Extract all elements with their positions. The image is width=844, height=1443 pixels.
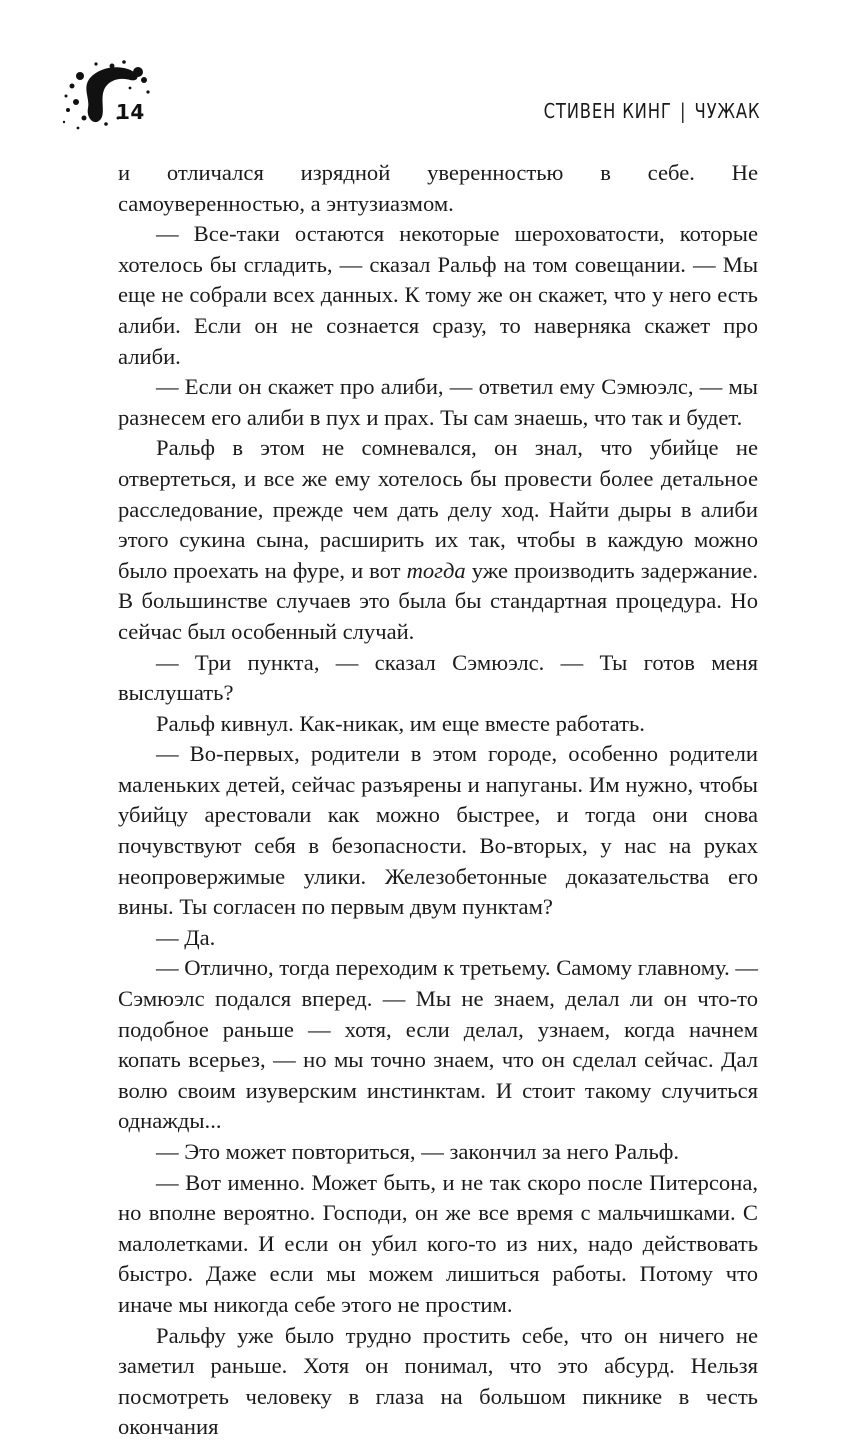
paragraph: и отличался изрядной уверенностью в себе. Не самоуверенностью, а энтузиазмом. <box>118 160 758 216</box>
paragraph: — Все-таки остаются некоторые шероховатости, которые хотелось бы сгладить, — сказал Ральф на том совещании. — Мы еще не собрали всех данных. К тому же он скажет, что у него есть алиби. Если он не сознается сразу, то наверняка скажет про алиби. <box>118 221 758 369</box>
page-header <box>60 58 760 138</box>
paragraph <box>118 433 758 647</box>
running-head <box>543 99 760 123</box>
running-head-separator: | <box>679 99 686 123</box>
paragraph: — Во-первых, родители в этом городе, особенно родители маленьких детей, сейчас разъярены и напуганы. Им нужно, чтобы убийцу арестовали как можно быстрее, и тогда они снова почувствуют себя в безопасности. Во-вторых, у нас на руках неопровержимые улики. Железобетонные доказательства его вины. Ты согласен по первым двум пунктам? <box>118 741 758 920</box>
paragraph: — Отлично, тогда переходим к третьему. Самому главному. — Сэмюэлс подался вперед. — Мы не знаем, делал ли он что-то подобное раньше — хотя, если делал, узнаем, когда начнем копать всерьез, — но мы точно знаем, что он сделал сейчас. Дал волю своим изуверским инстинктам. И стоит такому случиться однажды... <box>118 955 758 1134</box>
paragraph-text: Ральф в этом не сомневался, он знал, что убийце не отвертеться, и все же ему хотелось бы провести более детальное расследование, прежде чем дать делу ход. Найти дыры в алиби этого сукина сына, расширить их так, чтобы в каждую можно было проехать на фуре, и вот <box>118 435 758 583</box>
italic-emphasis: тогда <box>406 557 466 583</box>
paragraph: — Вот именно. Может быть, и не так скоро после Питерсона, но вполне вероятно. Господи, он же все время с мальчишками. С малолетками. И если он убил кого-то из них, надо действовать быстро. Даже если мы можем лишиться работы. Потому что иначе мы никогда себе этого не простим. <box>118 1169 758 1317</box>
paragraph: Ральфу уже было трудно простить себе, что он ничего не заметил раньше. Хотя он понимал, что это абсурд. Нельзя посмотреть человеку в глаза на большом пикнике в честь окончания <box>118 1322 758 1440</box>
paragraph: Ральф кивнул. Как-никак, им еще вместе работать. <box>156 710 645 736</box>
paragraph: — Три пункта, — сказал Сэмюэлс. — Ты готов меня выслушать? <box>118 649 758 706</box>
page-number: 14 <box>116 100 145 124</box>
paragraph: — Да. <box>156 924 216 950</box>
running-head-title: ЧУЖАК <box>694 99 760 123</box>
paragraph: — Если он скажет про алиби, — ответил ему Сэмюэлс, — мы разнесем его алиби в пух и прах. Ты сам знаешь, что так и будет. <box>118 374 758 430</box>
body-text <box>118 158 758 1443</box>
paragraph-text: уже производить задержание. В большинстве случаев это была бы стандартная процедура. Но сейчас был особенный случай. <box>118 557 758 644</box>
running-head-author: СТИВЕН КИНГ <box>543 99 672 123</box>
paragraph: — Это может повториться, — закончил за него Ральф. <box>156 1139 680 1164</box>
